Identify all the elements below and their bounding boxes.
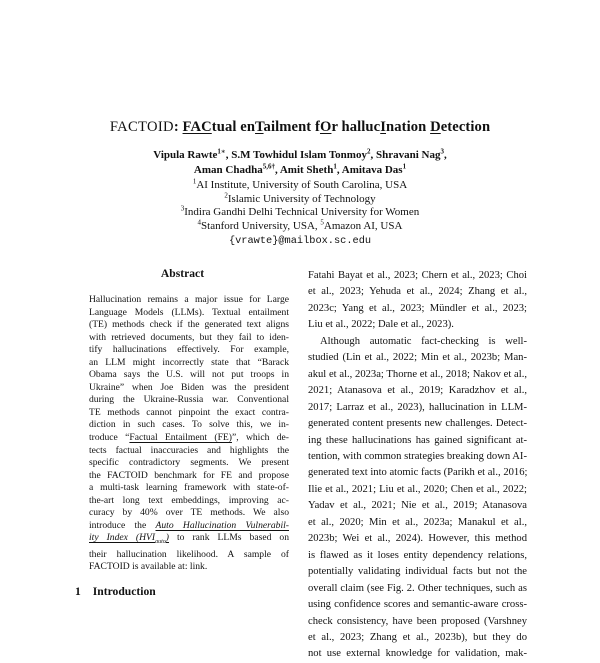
body-text-line: studied (Lin et al., 2022; Min et al., 2023b; Man- xyxy=(308,352,527,364)
body-text-line: tention, with common strategies breaking down AI- xyxy=(308,450,527,462)
body-text-line: generated text into atomic facts (Parikh et al., 2016; xyxy=(308,467,528,479)
abstract-line: the-art long text embeddings, improving ac- xyxy=(89,494,289,506)
section-number: 1 xyxy=(75,585,81,598)
body-text-line: Liu et al., 2022; Dale et al., 2023). xyxy=(308,319,454,331)
author-affiliation-mark: 2 xyxy=(366,147,371,156)
body-text-line: Fatahi Bayat et al., 2023; Chern et al., 2023; Choi xyxy=(308,270,527,281)
abstract-line: curacy by 40% over TE methods. We also xyxy=(89,507,289,519)
body-text-line: using confidence scores and semantic-aware cross- xyxy=(308,599,527,611)
body-text-line: 2017; Larraz et al., 2023), hallucination in LLM- xyxy=(308,401,527,413)
author-affiliation-mark: 3 xyxy=(440,147,444,156)
abstract-line: TE methods cannot pinpoint the exact contra- xyxy=(89,406,289,418)
author-affiliation-mark: 1 xyxy=(402,162,407,171)
body-text-line: et al., 2020; Min et al., 2023a; Manakul et al., xyxy=(308,516,527,528)
affiliation-3: $^3$Indira Gandhi Delhi Technical University for Women xyxy=(180,204,420,218)
title-part: D xyxy=(430,119,441,135)
abstract-line: tects factual inaccuracies and highlights the xyxy=(89,444,289,456)
body-text-line: et al., 2023; Zhang et al., 2023b), but they do xyxy=(308,631,527,643)
author-separator: , xyxy=(274,164,280,176)
abstract-line: diction in such cases. To solve this, we in- xyxy=(89,419,289,431)
affiliation-1: $^1$AI Institute, University of South Carolina, USA xyxy=(192,177,408,191)
body-text-line: akul et al., 2023a; Thorne et al., 2018; Nakov et al., xyxy=(308,368,527,380)
body-text-line: 2023b; Wei et al., 2024). However, this method xyxy=(308,533,527,545)
author-name: Amit Sheth xyxy=(279,164,334,176)
author-affiliation-mark: 5,6† xyxy=(262,162,275,171)
title-part: r halluc xyxy=(331,119,381,135)
abstract-line: specific contradictory segments. We present xyxy=(89,457,289,469)
body-text-line: check consistency, have been proposed (Varshney xyxy=(308,615,527,627)
abstract-line: with retrieved documents, but they fail to iden- xyxy=(89,331,289,343)
body-text-line: 2021; Atanasova et al., 2019; Karadzhov et al., xyxy=(308,385,527,397)
author-separator: , xyxy=(443,149,447,161)
body-text-line: 2023c; Yang et al., 2023; Mündler et al., 2023; xyxy=(308,302,527,314)
title-part: nation xyxy=(386,119,431,135)
author-name: Aman Chadha xyxy=(193,164,263,176)
title-part: ailment f xyxy=(263,119,320,135)
abstract-line: ity Index $(HVI_{auto})$ to rank LLMs based on xyxy=(89,532,289,546)
abstract-line: the FACTOID benchmark for FE and propose xyxy=(89,469,289,481)
author-separator: , xyxy=(336,164,342,176)
body-text-line: ing these hallucinations has gained significant at- xyxy=(308,434,527,446)
title-acronym: FACTOID xyxy=(109,119,174,135)
body-text-line: is flawed as it loses entity dependency relations, xyxy=(308,549,527,561)
abstract-heading: Abstract xyxy=(160,267,205,280)
affiliation-2: $^2$Islamic University of Technology xyxy=(224,190,376,205)
abstract-line: a multi-task learning framework with state-of- xyxy=(89,482,289,494)
body-text-line: Ilie et al., 2021; Liu et al., 2020; Chen et al., 2022; xyxy=(308,483,527,495)
title-part: tual en xyxy=(211,119,256,135)
abstract-line: Language Models (LLMs). Textual entailment xyxy=(89,306,289,318)
title-part: I xyxy=(380,119,386,135)
author-name: Vipula Rawte xyxy=(153,149,218,161)
author-name: Amitava Das xyxy=(341,164,403,176)
body-text-line: potentially validating individual facts but not the xyxy=(308,566,527,578)
author-affiliation-mark: 1∗ xyxy=(217,147,226,156)
title-part: T xyxy=(255,119,264,135)
abstract-line: during the Ukraine-Russia war. Conventional xyxy=(89,394,289,406)
right-column-text xyxy=(308,268,527,663)
abstract-line: Ukraine” when Joe Biden was the president xyxy=(89,381,289,393)
body-text-line: generated content presents new challenges. Detect- xyxy=(308,418,527,430)
section-heading-introduction xyxy=(75,585,156,598)
abstract-line: introduce the Auto Hallucination Vulnerabil- xyxy=(89,519,290,531)
abstract-body xyxy=(89,294,289,574)
abstract-line: tify hallucinations effectively. For example, xyxy=(89,344,289,356)
author-separator: , xyxy=(225,149,232,161)
body-text-line: overall claim (see Fig. 2. Other techniques, such as xyxy=(308,582,527,594)
abstract-line: an LLM might incorrectly state that “Barack xyxy=(89,356,289,368)
author-email[interactable]: {vrawte}@mailbox.sc.edu xyxy=(228,235,372,247)
author-line-1 xyxy=(0,149,600,161)
body-text-line: Yadav et al., 2021; Nie et al., 2019; Atanasova xyxy=(308,500,527,512)
author-separator: , xyxy=(370,149,376,161)
body-text-line: et al., 2023; Yehuda et al., 2024; Zhang et al., xyxy=(308,286,527,298)
abstract-line: Obama says the U.S. will not put troops in xyxy=(89,369,289,381)
abstract-line: FACTOID is available at: link. xyxy=(89,561,208,573)
affiliation-4: $^4$Stanford University, USA, $^5$Amazon AI, USA xyxy=(197,218,403,232)
author-affiliation-mark: 1 xyxy=(333,162,337,171)
title-part: O xyxy=(319,119,332,135)
title-part: etection xyxy=(440,119,491,135)
author-name: Shravani Nag xyxy=(375,149,441,161)
abstract-line: Hallucination remains a major issue for Large xyxy=(89,294,289,305)
abstract-line: troduce “Factual Entailment (FE)”, which de- xyxy=(89,432,289,444)
paper-title xyxy=(0,119,600,136)
body-text-line: Although automatic fact-checking is well- xyxy=(320,335,527,347)
section-title: Introduction xyxy=(92,585,156,598)
author-line-2 xyxy=(0,164,600,176)
title-part: FAC xyxy=(182,119,212,135)
abstract-line: (TE) methods check if the generated text aligns xyxy=(89,319,289,331)
author-name: S.M Towhidul Islam Tonmoy xyxy=(231,149,367,161)
body-text-line: not use external knowledge for validation, mak- xyxy=(308,648,527,660)
abstract-line: their hallucination likelihood. A sample of xyxy=(89,548,289,560)
title-colon: : xyxy=(173,119,183,135)
